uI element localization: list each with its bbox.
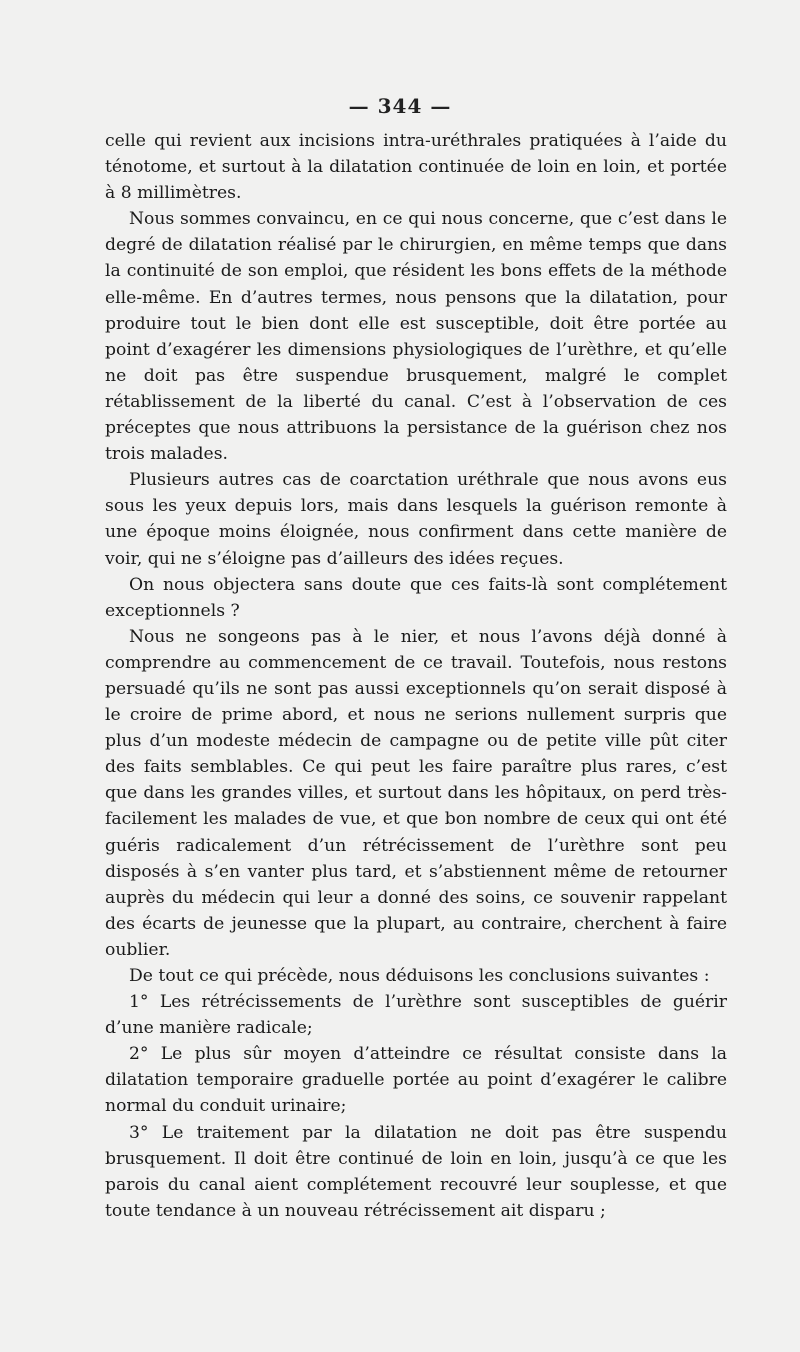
paragraph: Nous sommes convaincu, en ce qui nous concerne, que c’est dans le degré de dilatation réalisé par le chirurgien, en même temps que dans la continuité de son emploi, que résident les bons effets de la méthode elle-même. En d’autres termes, nous pensons que la dilatation, pour produire tout le bien dont elle est susceptible, doit être portée au point d’exagérer les dimensions physiologiques de l’urèthre, et qu’elle ne doit pas être suspendue brusquement, malgré le complet rétablissement de la liberté du canal. C’est à l’observation de ces préceptes que nous attribuons la persistance de la guérison chez nos trois malades.	[105, 209, 727, 465]
paragraph: On nous objectera sans doute que ces faits-là sont complétement exceptionnels ?	[105, 574, 727, 621]
paragraph: De tout ce qui précède, nous déduisons les conclusions suivantes :	[129, 966, 710, 986]
paragraph: 3° Le traitement par la dilatation ne doit pas être suspendu brusquement. Il doit être continué de loin en loin, jusqu’à ce que les parois du canal aient complétement recouvré leur souplesse, et que toute tendance à un nouveau rétrécissement ait disparu ;	[105, 1122, 727, 1221]
paragraph: 2° Le plus sûr moyen d’atteindre ce résultat consiste dans la dilatation temporaire graduelle portée au point d’exagérer le calibre normal du conduit urinaire;	[105, 1044, 727, 1117]
page-body	[105, 128, 727, 1224]
paragraph: celle qui revient aux incisions intra-uréthrales pratiquées à l’aide du ténotome, et surtout à la dilatation continuée de loin en loin, et portée à 8 millimètres.	[105, 131, 727, 204]
page-number-header: — 344 —	[348, 94, 452, 118]
paragraph: Nous ne songeons pas à le nier, et nous l’avons déjà donné à comprendre au commencement de ce travail. Toutefois, nous restons persuadé qu’ils ne sont pas aussi exceptionnels qu’on serait disposé à le croire de prime abord, et nous ne serions nullement surpris que plus d’un modeste médecin de campagne ou de petite ville pût citer des faits semblables. Ce qui peut les faire paraître plus rares, c’est que dans les grandes villes, et surtout dans les hôpitaux, on perd très-facilement les malades de vue, et que bon nombre de ceux qui ont été guéris radicalement d’un rétrécissement de l’urèthre sont peu disposés à s’en vanter plus tard, et s’abstiennent même de retourner auprès du médecin qui leur a donné des soins, ce souvenir rappelant des écarts de jeunesse que la plupart, au contraire, cherchent à faire oublier.	[105, 626, 727, 960]
paragraph: 1° Les rétrécissements de l’urèthre sont susceptibles de guérir d’une manière radicale;	[105, 992, 727, 1039]
paragraph: Plusieurs autres cas de coarctation uréthrale que nous avons eus sous les yeux depuis lors, mais dans lesquels la guérison remonte à une époque moins éloignée, nous confirment dans cette manière de voir, qui ne s’éloigne pas d’ailleurs des idées reçues.	[105, 470, 727, 569]
